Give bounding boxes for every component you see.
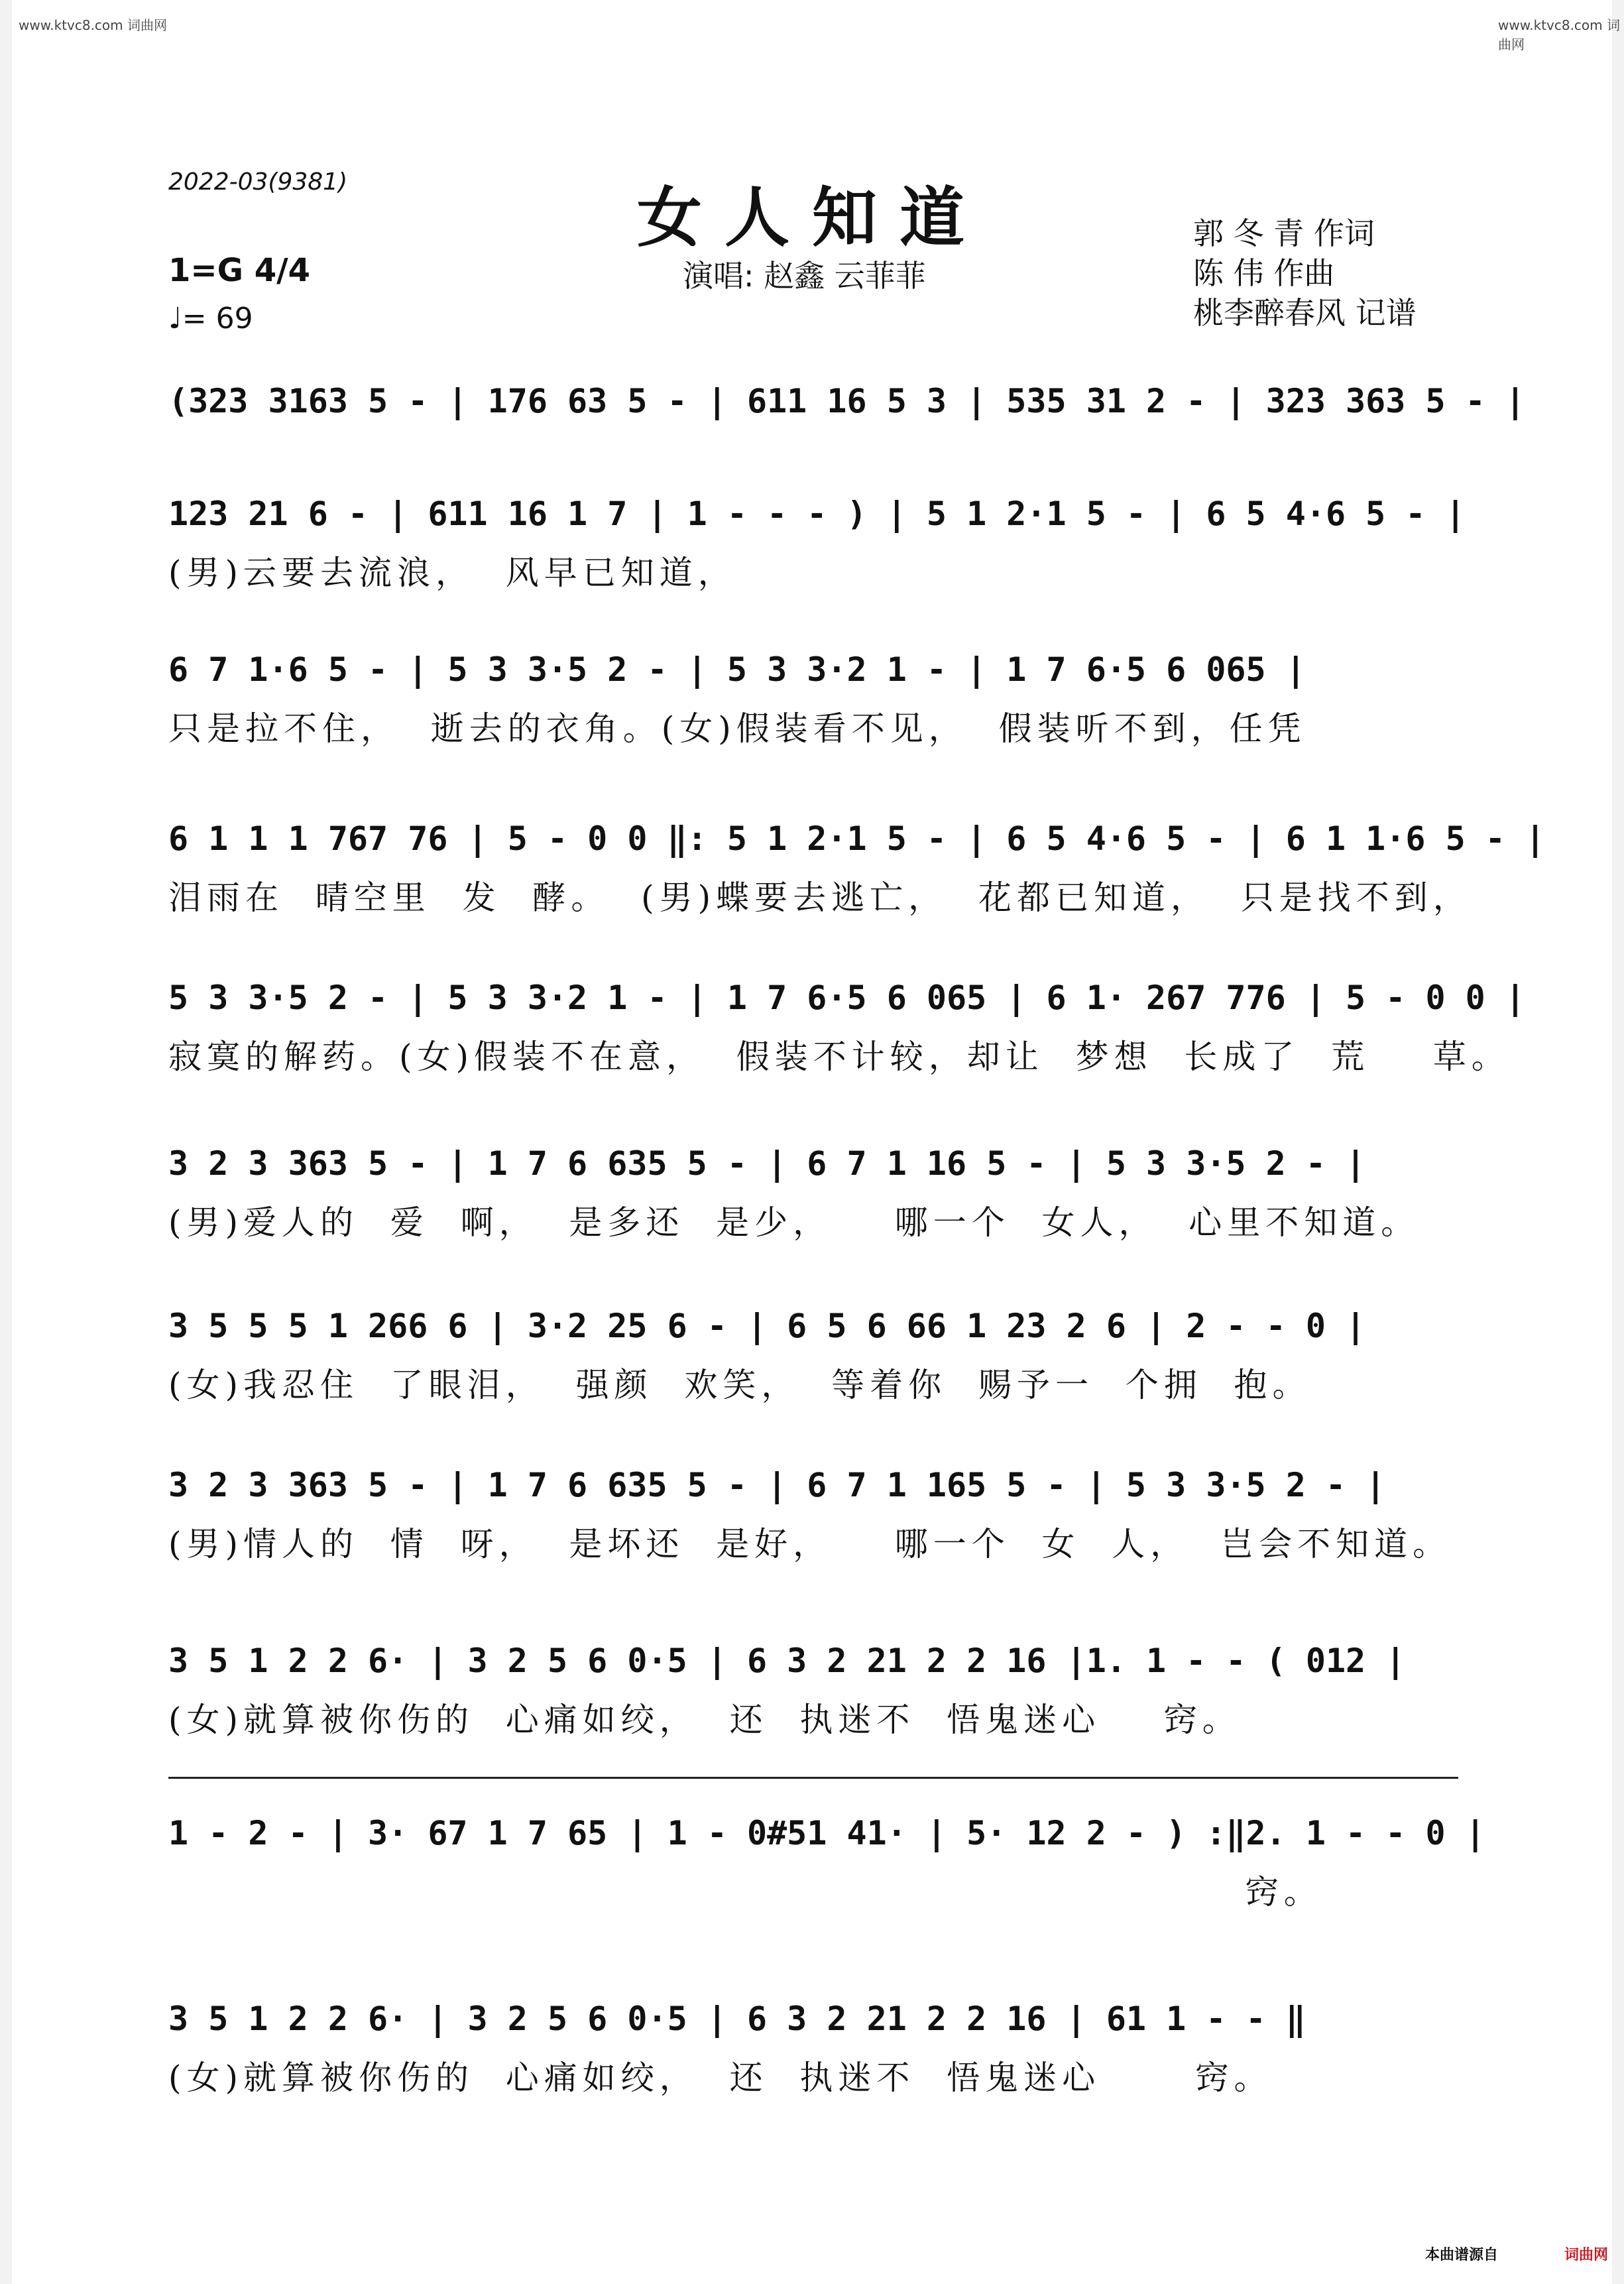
left-margin-strip: [0, 0, 12, 2284]
tempo-marking: ♩= 69: [168, 302, 253, 335]
notation-line: 123 21 6 - | 611 16 1 7 | 1 - - - ) | 5 1 2·1 5 - | 6 5 4·6 5 - |: [168, 495, 1466, 533]
lyric-line: (女)就算被你伤的 心痛如绞， 还 执迷不 悟鬼迷心 窍。: [168, 1701, 1241, 1739]
notation-line: 3 5 1 2 2 6· | 3 2 5 6 0·5 | 6 3 2 21 2 2 16 | 61 1 - - ‖: [168, 2000, 1306, 2038]
score-system-4: [168, 815, 1546, 920]
lyric-line: 窍。: [168, 1873, 1322, 1911]
score-system-9: [168, 1638, 1461, 1742]
singer-credit: 演唱: 赵鑫 云菲菲: [683, 258, 926, 294]
key-signature: 1=G 4/4: [168, 252, 311, 289]
notation-line: 3 5 1 2 2 6· | 3 2 5 6 0·5 | 6 3 2 21 2 2 16 |1. 1 - - ( 012 |: [168, 1642, 1406, 1680]
notation-line: 3 2 3 363 5 - | 1 7 6 635 5 - | 6 7 1 165 5 - | 5 3 3·5 2 - |: [168, 1466, 1386, 1504]
notation-line: 5 3 3·5 2 - | 5 3 3·2 1 - | 1 7 6·5 6 065 | 6 1· 267 776 | 5 - 0 0 |: [168, 979, 1525, 1017]
notation-line: 6 1 1 1 767 76 | 5 - 0 0 ‖: 5 1 2·1 5 - | 6 5 4·6 5 - | 6 1 1·6 5 - |: [168, 819, 1546, 858]
score-system-8: [168, 1462, 1461, 1566]
lyric-line: (男)爱人的 爱 啊， 是多还 是少， 哪一个 女人， 心里不知道。: [168, 1203, 1420, 1242]
lyric-line: (男)情人的 情 呀， 是坏还 是好， 哪一个 女 人， 岂会不知道。: [168, 1525, 1452, 1563]
lyric-line: (男)云要去流浪， 风早已知道，: [168, 554, 736, 592]
corner-watermark-left: www.ktvc8.com 词曲网: [19, 17, 168, 33]
lyric-line: (女)就算被你伤的 心痛如绞， 还 执迷不 悟鬼迷心 窍。: [168, 2059, 1273, 2097]
lyric-line: 泪雨在 晴空里 发 酵。 (男)蝶要去逃亡， 花都已知道， 只是找不到，: [168, 878, 1472, 917]
notation-line: 1 - 2 - | 3· 67 1 7 65 | 1 - 0#51 41· | 5· 12 2 - ) :‖2. 1 - - 0 |: [168, 1814, 1485, 1852]
score-system-2: [168, 491, 1466, 595]
footer-source-text: 本曲谱源自: [1425, 2247, 1499, 2263]
lyric-line: 寂寞的解药。(女)假装不在意， 假装不计较，却让 梦想 长成了 荒 草。: [168, 1038, 1510, 1076]
notation-line: 3 5 5 5 1 266 6 | 3·2 25 6 - | 6 5 6 66 1 23 2 6 | 2 - - 0 |: [168, 1307, 1366, 1345]
right-margin-strip: [1612, 0, 1624, 2284]
score-system-10: [168, 1810, 1485, 1914]
catalog-number: 2022-03(9381): [168, 168, 348, 196]
score-system-11: [168, 1996, 1461, 2100]
score-system-5: [168, 975, 1525, 1079]
score-system-1: [168, 378, 1525, 426]
transcriber-credit: 桃李醉春风 记谱: [1193, 295, 1417, 331]
score-system-7: [168, 1303, 1461, 1407]
corner-watermark-right: www.ktvc8.com 词曲网: [1498, 17, 1621, 52]
song-title: 女人知道: [636, 180, 987, 256]
notation-line: 3 2 3 363 5 - | 1 7 6 635 5 - | 6 7 1 16 5 - | 5 3 3·5 2 - |: [168, 1144, 1366, 1183]
score-system-3: [168, 646, 1461, 751]
lyricist-credit: 郭 冬 青 作词: [1193, 215, 1375, 251]
volta-bracket-line: [168, 1777, 1458, 1779]
score-system-6: [168, 1140, 1461, 1244]
composer-credit: 陈 伟 作曲: [1193, 255, 1335, 291]
lyric-line: 只是拉不住， 逝去的衣角。(女)假装看不见， 假装听不到，任凭: [168, 709, 1306, 748]
lyric-line: (女)我忍住 了眼泪， 强颜 欢笑， 等着你 赐予一 个拥 抱。: [168, 1366, 1311, 1404]
notation-line: (323 3163 5 - | 176 63 5 - | 611 16 5 3 | 535 31 2 - | 323 363 5 - |: [168, 382, 1525, 420]
notation-line: 6 7 1·6 5 - | 5 3 3·5 2 - | 5 3 3·2 1 - | 1 7 6·5 6 065 |: [168, 650, 1306, 689]
footer-site-link[interactable]: 词曲网: [1564, 2247, 1609, 2263]
